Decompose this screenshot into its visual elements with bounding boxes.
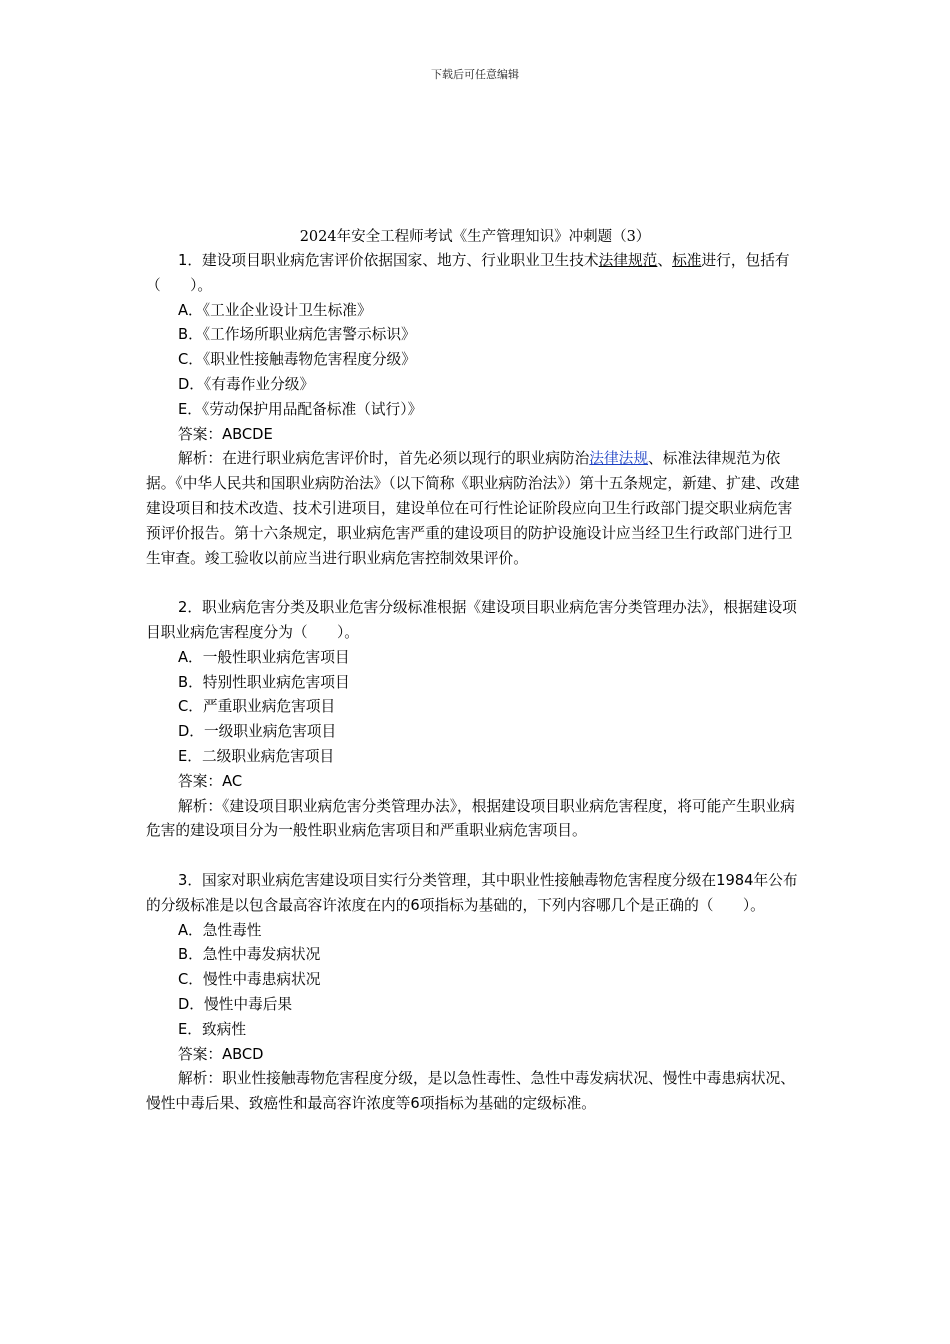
link-standards[interactable]: 标准 <box>672 252 702 269</box>
question-1-option-d: D．《有毒作业分级》 <box>178 375 315 393</box>
question-2-option-c: C．严重职业病危害项目 <box>178 698 336 716</box>
question-1-option-c: C．《职业性接触毒物危害程度分级》 <box>178 351 416 369</box>
question-1-stem <box>146 249 800 299</box>
question-1-stem-tail: 进行，包括有（ ）。 <box>146 252 790 294</box>
question-2-option-b: B．特别性职业病危害项目 <box>178 673 350 691</box>
question-3-option-a: A．急性毒性 <box>178 921 262 939</box>
question-3 <box>146 869 800 1117</box>
question-3-stem: 3．国家对职业病危害建设项目实行分类管理，其中职业性接触毒物危害程度分级在1984年公布的分级标准是以包含最高容许浓度在内的6项指标为基础的，下列内容哪几个是正确的（ ）。 <box>146 871 798 914</box>
question-2-answer: 答案：AC <box>178 772 243 790</box>
link-laws-regulations[interactable]: 法律法规 <box>589 450 649 468</box>
question-3-analysis: 解析：职业性接触毒物危害程度分级，是以急性毒性、急性中毒发病状况、慢性中毒患病状况、慢性中毒后果、致癌性和最高容许浓度等6项指标为基础的定级标准。 <box>146 1070 795 1113</box>
question-1 <box>146 249 800 571</box>
spacer <box>146 571 800 596</box>
document-title: 2024年安全工程师考试《生产管理知识》冲刺题（3） <box>299 229 651 245</box>
question-2-stem: 2．职业病危害分类及职业危害分级标准根据《建设项目职业病危害分类管理办法》，根据建设项目职业病危害程度分为（ ）。 <box>146 599 797 641</box>
question-1-option-a: A．《工业企业设计卫生标准》 <box>178 301 372 319</box>
question-1-analysis-text: 解析：在进行职业病危害评价时，首先必须以现行的职业病防治 <box>178 450 590 468</box>
question-1-analysis-tail: 、标准法律规范为依据。《中华人民共和国职业病防治法》（以下简称《职业病防治法》）第十五条规定，新建、扩建、改建建设项目和技术改造、技术引进项目，建设单位在可行性论证阶段应向卫生行政部门提交职业病危害预评价报告。第十六条规定，职业病危害严重的建设项目的防护设施设计应当经卫生行政部门进行卫生审查。竣工验收以前应当进行职业病危害控制效果评价。 <box>146 450 800 567</box>
question-2-option-a: A．一般性职业病危害项目 <box>178 648 350 666</box>
question-3-option-e: E．致病性 <box>178 1020 247 1038</box>
question-2-option-e: E．二级职业病危害项目 <box>178 747 335 765</box>
question-1-stem-separator: 、 <box>657 252 673 269</box>
question-2 <box>146 596 800 844</box>
question-3-option-b: B．急性中毒发病状况 <box>178 946 321 964</box>
document-body <box>146 249 800 1117</box>
header-note: 下载后可任意编辑 <box>431 68 519 81</box>
question-1-analysis <box>146 447 800 571</box>
question-1-stem-text: 1．建设项目职业病危害评价依据国家、地方、行业职业卫生技术 <box>178 252 599 269</box>
question-2-option-d: D．一级职业病危害项目 <box>178 723 337 741</box>
question-2-analysis: 解析：《建设项目职业病危害分类管理办法》，根据建设项目职业病危害程度，将可能产生职业病危害的建设项目分为一般性职业病危害项目和严重职业病危害项目。 <box>146 797 795 840</box>
question-3-option-d: D．慢性中毒后果 <box>178 995 293 1013</box>
question-1-option-b: B．《工作场所职业病危害警示标识》 <box>178 326 416 344</box>
spacer <box>146 844 800 869</box>
question-1-option-e: E．《劳动保护用品配备标准（试行）》 <box>178 400 423 418</box>
question-3-option-c: C．慢性中毒患病状况 <box>178 971 321 989</box>
question-3-answer: 答案：ABCD <box>178 1045 264 1063</box>
link-legal-norms[interactable]: 法律规范 <box>598 252 658 269</box>
question-1-answer: 答案：ABCDE <box>178 425 273 443</box>
